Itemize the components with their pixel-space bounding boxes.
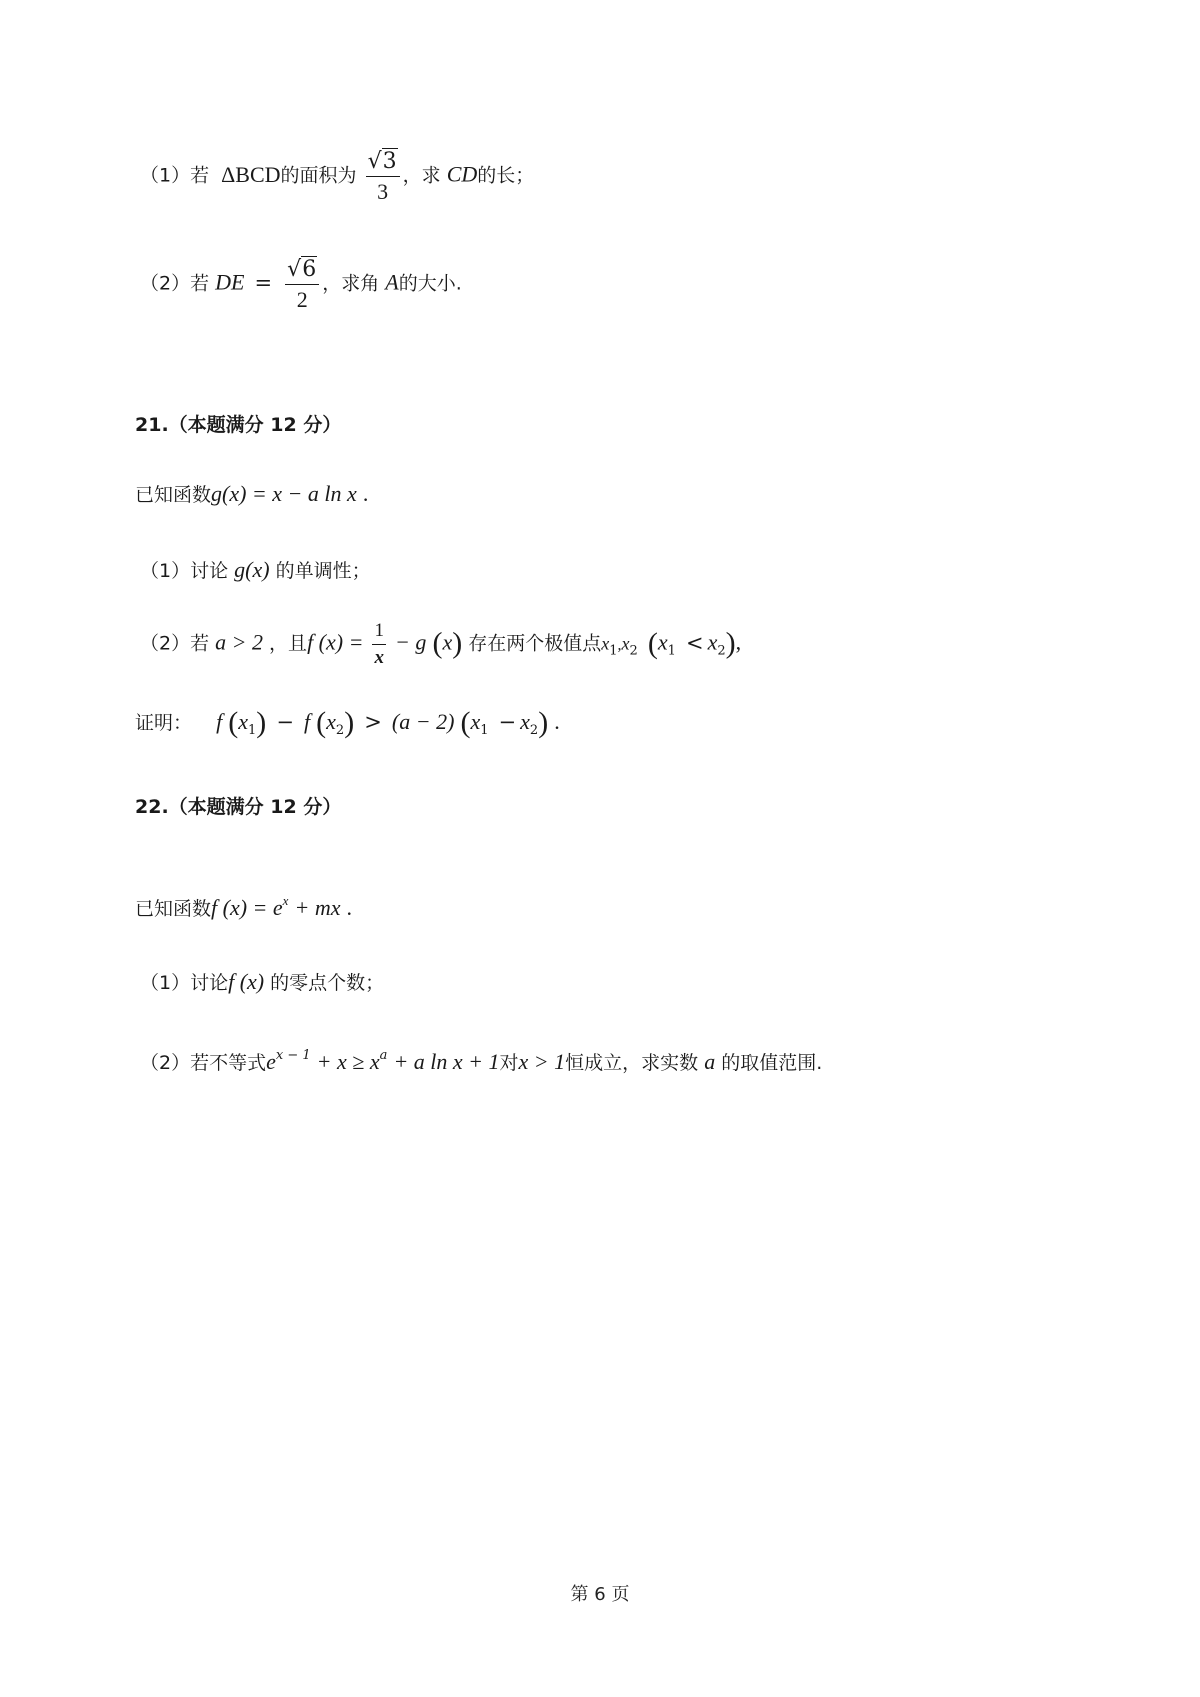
- q21-pt2-sub: 2: [629, 643, 638, 659]
- q21-proof-end: .: [554, 709, 560, 734]
- q20-part1-after: ，求: [402, 164, 441, 187]
- q22-part1-prefix: （1）讨论: [140, 972, 229, 994]
- q22-tail2: 的取值范围.: [721, 1052, 823, 1074]
- q21-paren-open: (: [432, 626, 443, 660]
- q20-eq: =: [254, 270, 273, 295]
- q21-proof-paren3: (: [460, 706, 471, 739]
- q20-de: DE: [215, 269, 245, 295]
- q22-sup2: a: [379, 1048, 388, 1063]
- q20-seg-cd: CD: [446, 161, 478, 187]
- q21-proof-x4-sub: 2: [529, 723, 539, 738]
- q20-part1-tail: 的长；: [477, 164, 535, 187]
- q21-heading: 21.（本题满分 12 分）: [135, 414, 342, 436]
- q21-proof-paren2: (: [316, 706, 327, 739]
- q21-ord-op: <: [685, 630, 704, 655]
- q21-proof-f2: f: [303, 709, 311, 734]
- q21-proof-minus: −: [276, 710, 294, 734]
- q21-proof-x3: x: [470, 709, 481, 734]
- q22-part1-fn: f (x): [228, 969, 265, 994]
- q21-intro-end: .: [362, 481, 369, 506]
- q22-e: e: [266, 1049, 276, 1074]
- q21-proof-x1-sub: 1: [248, 723, 257, 738]
- q21-ord-close: ): [725, 626, 736, 660]
- q20-angle-a: A: [385, 269, 399, 295]
- q21-formula: g(x) = x − a ln x: [211, 481, 357, 506]
- q21-pt2: x: [621, 633, 630, 654]
- q21-proof-paren1: (: [228, 706, 239, 739]
- page-number: 第 6 页: [570, 1584, 630, 1605]
- q22-plus-x: + x ≥ x: [316, 1049, 380, 1074]
- q21-proof-minus2: −: [498, 710, 517, 734]
- q21-pt1: x: [601, 633, 610, 654]
- q21-proof-x2-sub: 2: [335, 723, 345, 738]
- q20-de-den: 2: [296, 287, 308, 312]
- q21-f-def-rhs: − g: [395, 629, 427, 655]
- q21-gx-arg: x: [442, 629, 453, 655]
- q21-intro-prefix: 已知函数: [135, 484, 212, 506]
- q22-intro: [135, 893, 352, 921]
- q21-proof-gt: >: [364, 710, 382, 734]
- q21-ord-rhs-sub: 2: [717, 643, 726, 659]
- q21-intro: [135, 480, 368, 507]
- q20-part1-prefix: （1）若: [140, 164, 210, 187]
- q21-f-def-lhs: f (x) =: [307, 629, 364, 655]
- q21-proof: [135, 708, 560, 738]
- q21-proof-paren1-close: ): [256, 706, 267, 739]
- q21-part1-prefix: （1）讨论: [140, 560, 229, 582]
- q21-proof-paren2-close: ): [344, 706, 355, 739]
- q20-triangle: ΔBCD: [221, 161, 281, 187]
- q20-part2-after: ，求角: [322, 272, 380, 295]
- q22-part1: [140, 968, 384, 995]
- q20-area-den: 3: [377, 179, 389, 204]
- q21-part2-mid: ，且: [269, 632, 308, 655]
- q20-part1-mid: 的面积为: [280, 164, 357, 187]
- q22-intro-end: .: [346, 895, 353, 920]
- q21-cond: a > 2: [215, 629, 263, 655]
- q21-proof-factor: (a − 2): [391, 709, 455, 734]
- q21-f-fraction: [372, 620, 386, 669]
- q21-part2-end: ,: [735, 629, 742, 655]
- q21-proof-paren3-close: ): [538, 706, 549, 739]
- q20-area-num: 3: [382, 149, 397, 174]
- q21-ord-open: (: [647, 626, 658, 660]
- q20-part1: [140, 148, 534, 205]
- q22-cond-pre: 对: [499, 1052, 519, 1074]
- q21-proof-f1: f: [216, 709, 223, 734]
- q21-frac-den: x: [374, 647, 384, 668]
- q21-part1-tail: 的单调性；: [275, 560, 371, 582]
- q21-frac-num: 1: [372, 620, 386, 645]
- q21-proof-prefix: 证明：: [135, 712, 193, 734]
- q22-sup1: x − 1: [275, 1048, 311, 1063]
- q22-part1-tail: 的零点个数；: [270, 972, 385, 994]
- q20-de-num: 6: [302, 257, 317, 282]
- q21-proof-x4: x: [520, 709, 530, 734]
- q21-paren-close: ): [452, 626, 463, 660]
- q22-part2-prefix: （2）若不等式: [140, 1052, 267, 1074]
- q21-proof-x1: x: [238, 709, 248, 734]
- q21-part1-fn: g(x): [234, 557, 270, 582]
- q21-part2-text: 存在两个极值点: [468, 632, 602, 655]
- q22-cond: x > 1: [518, 1049, 566, 1074]
- q21-pts-comma: ,: [617, 636, 622, 654]
- q21-proof-x2: x: [326, 709, 336, 734]
- q22-tail1: 恒成立，求实数: [565, 1052, 699, 1074]
- q22-heading: 22.（本题满分 12 分）: [135, 796, 342, 818]
- q22-formula-lhs: f (x) = e: [211, 895, 283, 920]
- q22-formula-rhs: + mx: [294, 895, 341, 920]
- q21-proof-x3-sub: 1: [480, 723, 489, 738]
- q22-intro-prefix: 已知函数: [135, 898, 212, 920]
- q21-part2-prefix: （2）若: [140, 632, 210, 655]
- q20-area-fraction: $\frac{√3}{3}$: [366, 148, 400, 205]
- q21-ord-lhs-sub: 1: [667, 643, 676, 659]
- q22-part2: [140, 1048, 822, 1075]
- q22-rest: + a ln x + 1: [393, 1049, 500, 1074]
- q21-ord-lhs: x: [657, 629, 668, 655]
- q22-var-a: a: [704, 1049, 716, 1074]
- q22-formula-sup: x: [282, 893, 289, 908]
- q21-part1: [140, 556, 371, 583]
- q20-part2-prefix: （2）若: [140, 272, 210, 295]
- q20-part2-tail: 的大小.: [398, 272, 462, 295]
- q21-ord-rhs: x: [707, 629, 718, 655]
- q21-part2: [140, 620, 741, 669]
- q21-pt1-sub: 1: [609, 643, 618, 659]
- q20-de-fraction: $\frac{√6}{2}$: [285, 256, 319, 313]
- q20-part2: [140, 256, 462, 313]
